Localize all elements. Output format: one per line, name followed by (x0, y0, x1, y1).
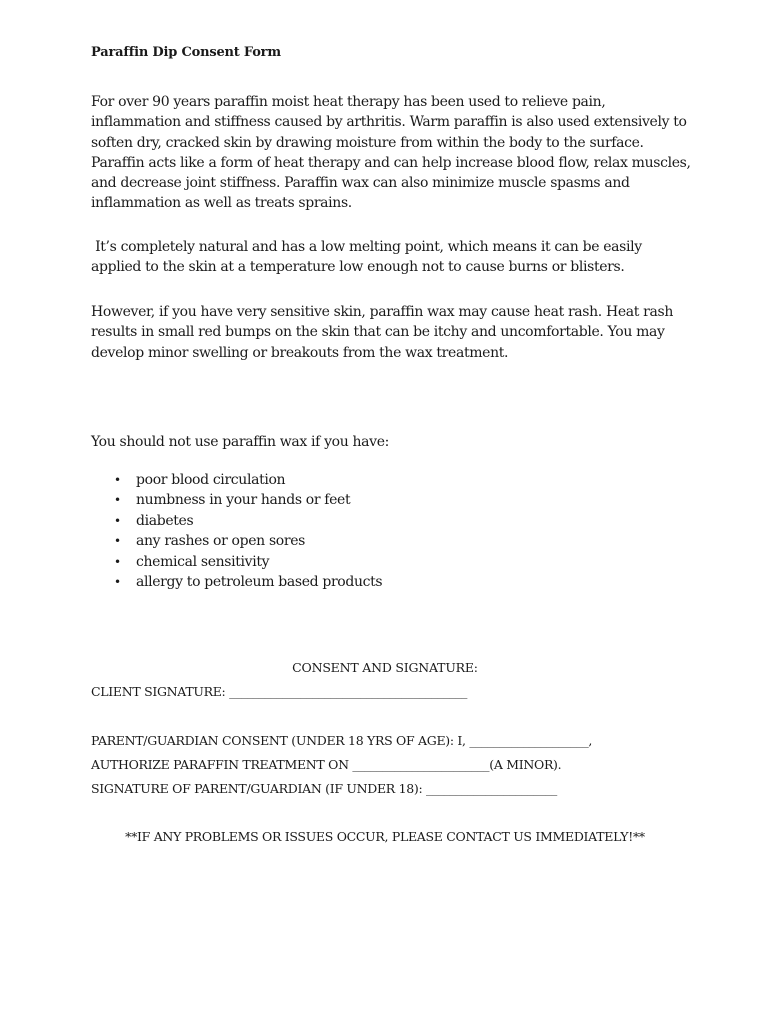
list-item (91, 531, 382, 551)
paragraph-line: However, if you have very sensitive skin, paraffin wax may cause heat rash. Heat rash (91, 304, 673, 320)
client-signature-line[interactable]: CLIENT SIGNATURE: ________________________________________ (91, 684, 468, 699)
bullet-icon: • (114, 554, 121, 569)
list-item-text: diabetes (136, 512, 194, 529)
paragraph-line: develop minor swelling or breakouts from the wax treatment. (91, 344, 509, 361)
list-item-text: any rashes or open sores (136, 533, 305, 550)
list-item-text: numbness in your hands or feet (136, 492, 351, 509)
contraindications-list (91, 470, 382, 592)
authorize-treatment-line[interactable]: AUTHORIZE PARAFFIN TREATMENT ON _______________________(A MINOR). (91, 757, 562, 772)
paragraph-line: For over 90 years paraffin moist heat therapy has been used to relieve pain, (91, 94, 606, 110)
warning-paragraph (91, 302, 691, 363)
list-item-text: chemical sensitivity (136, 553, 270, 570)
list-item (91, 511, 382, 531)
natural-paragraph (91, 237, 691, 278)
contraindications-intro: You should not use paraffin wax if you have: (91, 434, 390, 450)
guardian-consent-line[interactable]: PARENT/GUARDIAN CONSENT (UNDER 18 YRS OF AGE): I, ____________________, (91, 733, 593, 748)
list-item-text: allergy to petroleum based products (136, 574, 383, 591)
bullet-icon: • (114, 534, 121, 549)
paragraph-line: soften dry, cracked skin by drawing moisture from within the body to the surface. (91, 134, 644, 151)
bullet-icon: • (114, 513, 121, 528)
paragraph-line: and decrease joint stiffness. Paraffin wax can also minimize muscle spasms and (91, 175, 630, 192)
list-item-text: poor blood circulation (136, 472, 286, 488)
guardian-signature-line[interactable]: SIGNATURE OF PARENT/GUARDIAN (IF UNDER 18): ______________________ (91, 781, 557, 796)
bullet-icon: • (114, 473, 121, 487)
contact-notice: **IF ANY PROBLEMS OR ISSUES OCCUR, PLEASE CONTACT US IMMEDIATELY!** (125, 829, 645, 844)
intro-paragraph (91, 92, 691, 214)
paragraph-line: inflammation and stiffness caused by arthritis. Warm paraffin is also used extensively to (91, 114, 687, 131)
list-item (91, 572, 382, 592)
paragraph-line: Paraffin acts like a form of heat therapy and can help increase blood flow, relax muscles, (91, 154, 691, 171)
list-item (91, 552, 382, 572)
paragraph-line: It’s completely natural and has a low melting point, which means it can be easily (91, 239, 642, 255)
paragraph-line: inflammation as well as treats sprains. (91, 195, 352, 212)
consent-heading: CONSENT AND SIGNATURE: (292, 660, 478, 675)
bullet-icon: • (114, 493, 121, 508)
list-item (91, 490, 382, 510)
list-item (91, 470, 382, 490)
paragraph-line: applied to the skin at a temperature low enough not to cause burns or blisters. (91, 259, 625, 276)
bullet-icon: • (114, 575, 121, 590)
paragraph-line: results in small red bumps on the skin that can be itchy and uncomfortable. You may (91, 324, 665, 341)
document-title: Paraffin Dip Consent Form (91, 45, 281, 60)
